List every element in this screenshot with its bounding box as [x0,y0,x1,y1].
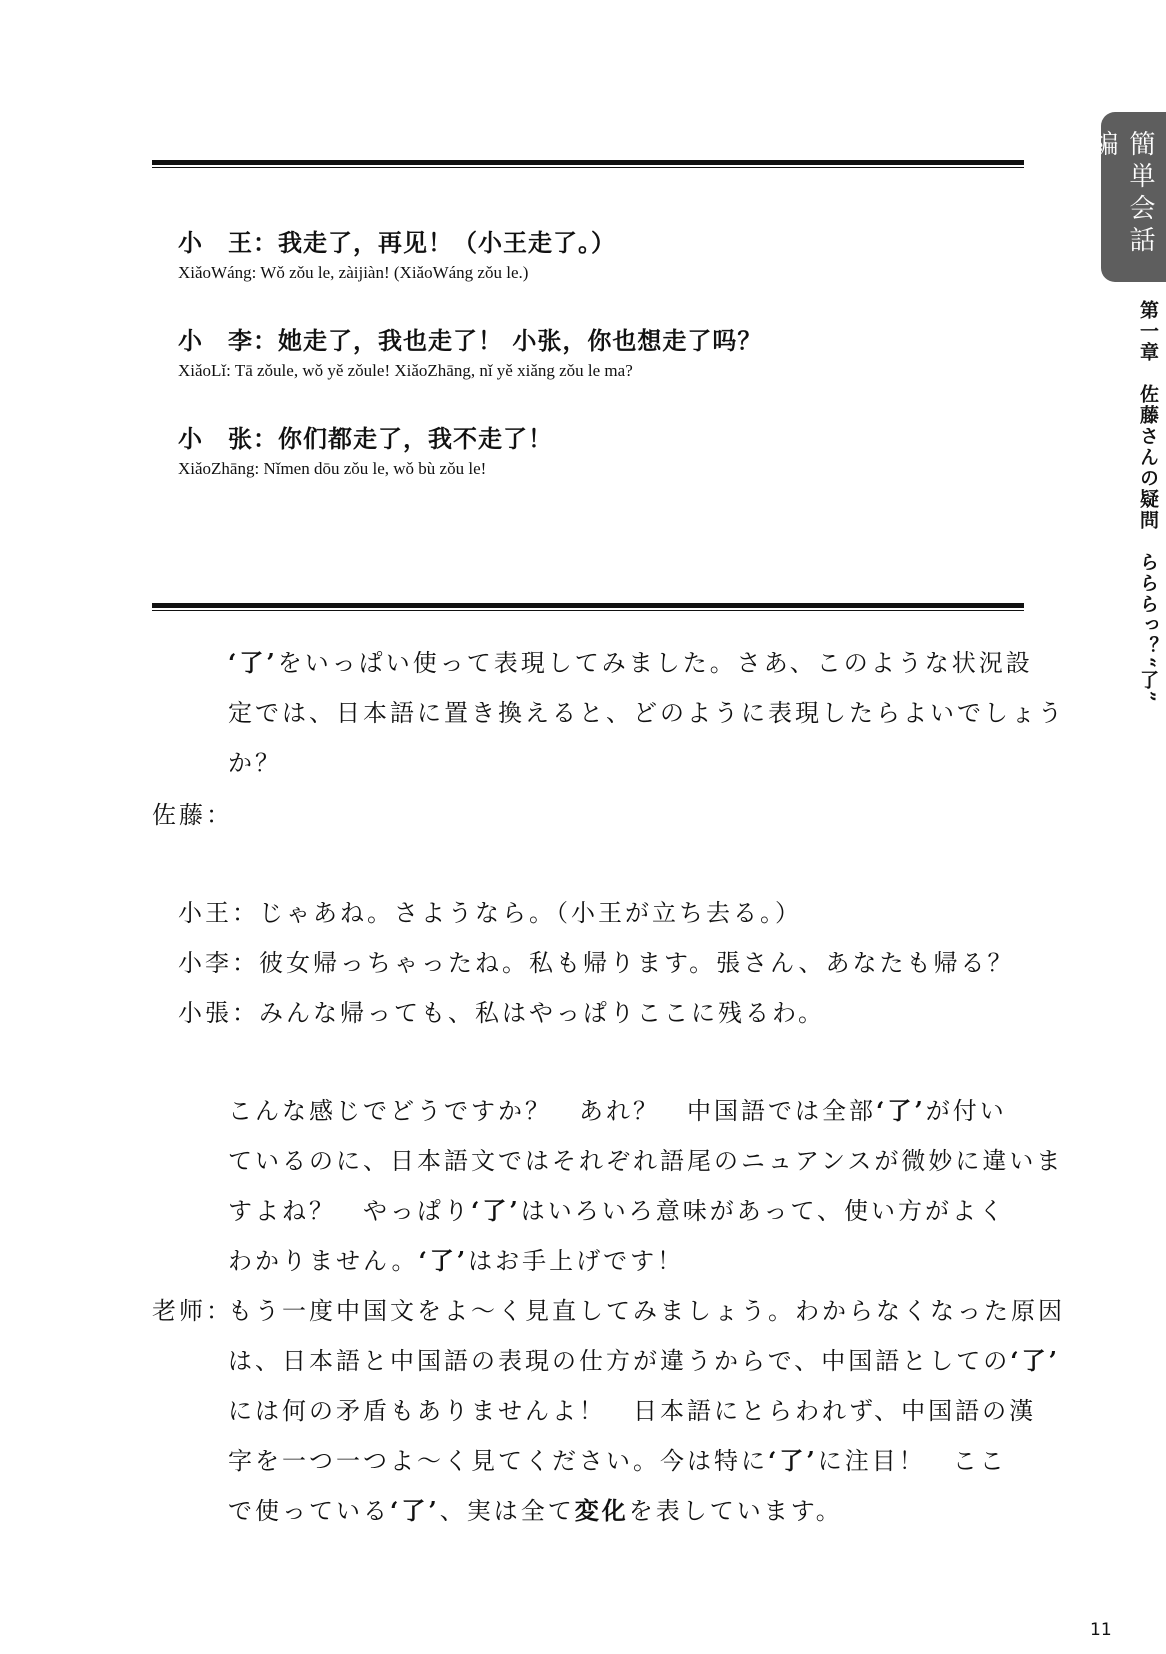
top-rule [152,160,1024,168]
sato-line-3: すよね？ やっぱり‘了’はいろいろ意味があって、使い方がよく [228,1196,1006,1225]
teacher-line-2: は、日本語と中国語の表現の仕方が違うからで、中国語としての‘了’ [228,1346,1060,1375]
page-number: 11 [1090,1620,1112,1640]
pinyin-text: XiǎoWáng: Wǒ zǒu le, zàijiàn! (XiǎoWáng zǒu le.) [178,263,529,282]
bottom-rule [152,603,1024,611]
intro-line-1 [228,648,1033,678]
teacher-label: 老师： [152,1297,233,1325]
le-mark: ‘了’ [228,648,278,677]
teacher-line-5: で使っている‘了’、実は全て変化を表しています。 [228,1496,843,1525]
jp-dialogue-2: 小李：彼女帰っちゃったね。私も帰ります。張さん、あなたも帰る？ [178,949,1015,977]
sato-line-4: わかりません。‘了’はお手上げです！ [228,1246,685,1275]
jp-dialogue-3: 小張：みんな帰っても、私はやっぱりここに残るわ。 [178,999,826,1027]
sato-line-1: こんな感じでどうですか？ あれ？ 中国語では全部‘了’が付い [228,1096,1007,1125]
teacher-line-1: もう一度中国文をよ～く見直してみましょう。わからなくなった原因 [228,1297,1065,1325]
pinyin-text: XiǎoZhāng: Nǐmen dōu zǒu le, wǒ bù zǒu le! [178,459,487,478]
sato-label: 佐藤： [152,801,233,829]
intro-text: をいっぱい使って表現してみました。さあ、このような状況設 [277,649,1033,677]
sato-line-2: ているのに、日本語文ではそれぞれ語尾のニュアンスが微妙に違いま [228,1147,1064,1175]
teacher-line-3: には何の矛盾もありませんよ！ 日本語にとらわれず、中国語の漢 [228,1397,1037,1425]
dialogue-line-3: 小 张：你们都走了，我不走了！ XiǎoZhāng: Nǐmen dōu zǒu le, wǒ bù zǒu le! [178,424,1018,480]
intro-line-2: 定では、日本語に置き換えると、どのように表現したらよいでしょう [228,699,1065,727]
dialogue-line-2: 小 李：她走了，我也走了！ 小张，你也想走了吗？ XiǎoLǐ: Tā zǒule, wǒ yě zǒule! XiǎoZhāng, nǐ yě xiǎng zǒu le ma? [178,326,1018,382]
jp-dialogue-1: 小王：じゃあね。さようなら。（小王が立ち去る。） [178,899,802,927]
speaker: 小 李 [178,326,253,355]
section-tab-label: 簡単会話編 [1088,130,1155,258]
pinyin-text: XiǎoLǐ: Tā zǒule, wǒ yě zǒule! XiǎoZhāng, nǐ yě xiǎng zǒu le ma? [178,361,633,380]
chinese-text: 她走了，我也走了！ 小张，你也想走了吗？ [278,326,763,355]
chinese-text: 你们都走了，我不走了！ [278,424,553,453]
speaker: 小 王 [178,228,253,257]
teacher-line-4: 字を一つ一つよ～く見てください。今は特に‘了’に注目！ ここ [228,1446,1007,1475]
section-tab [1088,112,1166,282]
intro-line-3: か？ [228,749,282,777]
chinese-text: 我走了，再见！（小王走了。） [278,228,616,257]
speaker: 小 张 [178,424,253,453]
dialogue-line-1: 小 王：我走了，再见！（小王走了。） XiǎoWáng: Wǒ zǒu le, zàijiàn! (XiǎoWáng zǒu le.) [178,228,1018,284]
chapter-label: 第一章 佐藤さんの疑問 らららっ？“了” [1137,300,1159,704]
